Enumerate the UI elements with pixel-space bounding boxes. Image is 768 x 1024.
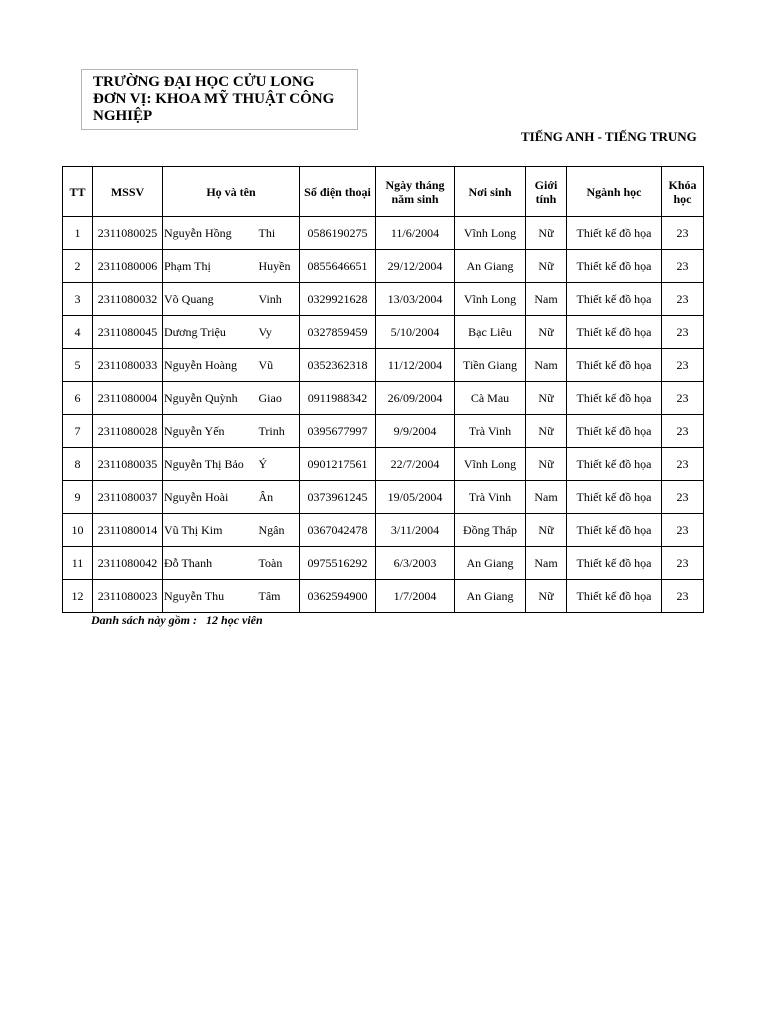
cell-first-name: Nguyễn Thị Bảo [163,448,258,481]
cell-mssv: 2311080045 [93,316,163,349]
header-gender [526,167,567,217]
cell-dob: 22/7/2004 [376,448,455,481]
table-row [63,382,704,415]
cell-mssv: 2311080033 [93,349,163,382]
table-row [63,580,704,613]
cell-first-name: Vũ Thị Kim [163,514,258,547]
cell-mssv: 2311080028 [93,415,163,448]
cell-tt: 11 [63,547,93,580]
cell-dob: 26/09/2004 [376,382,455,415]
cell-gender: Nữ [526,382,567,415]
cell-major: Thiết kế đồ họa [567,217,662,250]
cell-cohort: 23 [662,481,704,514]
cell-cohort: 23 [662,283,704,316]
cell-mssv: 2311080032 [93,283,163,316]
cell-mssv: 2311080014 [93,514,163,547]
cell-birthplace: Vĩnh Long [455,217,526,250]
cell-phone: 0911988342 [300,382,376,415]
cell-dob: 19/05/2004 [376,481,455,514]
cell-last-name: Vũ [258,349,300,382]
cell-mssv: 2311080025 [93,217,163,250]
cell-cohort: 23 [662,547,704,580]
cell-first-name: Đỗ Thanh [163,547,258,580]
cell-cohort: 23 [662,514,704,547]
table-row [63,415,704,448]
header-cohort-line2: học [673,191,692,206]
cell-cohort: 23 [662,217,704,250]
header-cohort-line1: Khóa [668,177,697,192]
cell-mssv: 2311080006 [93,250,163,283]
cell-birthplace: Bạc Liêu [455,316,526,349]
cell-gender: Nam [526,547,567,580]
cell-last-name: Vinh [258,283,300,316]
cell-last-name: Toàn [258,547,300,580]
cell-first-name: Nguyễn Thu [163,580,258,613]
cell-dob: 11/6/2004 [376,217,455,250]
cell-cohort: 23 [662,382,704,415]
cell-last-name: Trinh [258,415,300,448]
cell-mssv: 2311080037 [93,481,163,514]
cell-major: Thiết kế đồ họa [567,250,662,283]
table-row [63,250,704,283]
cell-first-name: Nguyễn Hoàng [163,349,258,382]
cell-cohort: 23 [662,448,704,481]
cell-last-name: Thi [258,217,300,250]
cell-dob: 29/12/2004 [376,250,455,283]
cell-tt: 2 [63,250,93,283]
table-row [63,481,704,514]
department-line-cont: NGHIỆP [93,108,153,124]
cell-phone: 0367042478 [300,514,376,547]
cell-tt: 1 [63,217,93,250]
cell-dob: 6/3/2003 [376,547,455,580]
cell-major: Thiết kế đồ họa [567,547,662,580]
cell-birthplace: An Giang [455,547,526,580]
university-name: TRƯỜNG ĐẠI HỌC CỬU LONG [93,74,315,90]
cell-cohort: 23 [662,415,704,448]
cell-cohort: 23 [662,580,704,613]
cell-phone: 0352362318 [300,349,376,382]
cell-first-name: Nguyễn Hoài [163,481,258,514]
cell-tt: 6 [63,382,93,415]
header-name: Họ và tên [163,167,300,217]
header-cohort [662,167,704,217]
cell-dob: 1/7/2004 [376,580,455,613]
cell-cohort: 23 [662,349,704,382]
cell-birthplace: Cà Mau [455,382,526,415]
cell-last-name: Ý [258,448,300,481]
cell-phone: 0975516292 [300,547,376,580]
cell-tt: 5 [63,349,93,382]
cell-last-name: Tâm [258,580,300,613]
cell-phone: 0373961245 [300,481,376,514]
cell-first-name: Nguyễn Yến [163,415,258,448]
table-row [63,448,704,481]
summary-label: Danh sách này gồm : [91,613,198,627]
cell-major: Thiết kế đồ họa [567,283,662,316]
cell-gender: Nữ [526,415,567,448]
cell-first-name: Phạm Thị [163,250,258,283]
cell-mssv: 2311080023 [93,580,163,613]
header-mssv: MSSV [93,167,163,217]
cell-major: Thiết kế đồ họa [567,580,662,613]
cell-last-name: Ngân [258,514,300,547]
cell-tt: 4 [63,316,93,349]
cell-tt: 7 [63,415,93,448]
cell-major: Thiết kế đồ họa [567,415,662,448]
cell-dob: 5/10/2004 [376,316,455,349]
student-roster-table [62,166,704,613]
table-row [63,283,704,316]
cell-phone: 0395677997 [300,415,376,448]
summary-count: 12 học viên [206,613,263,627]
table-row [63,316,704,349]
cell-cohort: 23 [662,316,704,349]
header-major: Ngành học [567,167,662,217]
cell-dob: 9/9/2004 [376,415,455,448]
cell-first-name: Võ Quang [163,283,258,316]
cell-major: Thiết kế đồ họa [567,382,662,415]
cell-gender: Nam [526,481,567,514]
cell-last-name: Vy [258,316,300,349]
cell-phone: 0901217561 [300,448,376,481]
subject-title: TIẾNG ANH - TIẾNG TRUNG [521,129,697,144]
cell-major: Thiết kế đồ họa [567,448,662,481]
cell-phone: 0329921628 [300,283,376,316]
cell-birthplace: Trà Vinh [455,481,526,514]
header-birthplace: Nơi sinh [455,167,526,217]
department-line: ĐƠN VỊ: KHOA MỸ THUẬT CÔNG [93,91,335,107]
cell-dob: 3/11/2004 [376,514,455,547]
cell-dob: 11/12/2004 [376,349,455,382]
cell-major: Thiết kế đồ họa [567,349,662,382]
cell-tt: 8 [63,448,93,481]
header-dob-line1: Ngày tháng [385,177,445,192]
table-body [63,217,704,613]
table-row [63,349,704,382]
cell-birthplace: Vĩnh Long [455,283,526,316]
summary-footer [91,613,263,628]
cell-cohort: 23 [662,250,704,283]
cell-phone: 0327859459 [300,316,376,349]
cell-gender: Nữ [526,514,567,547]
cell-tt: 9 [63,481,93,514]
header-tt: TT [63,167,93,217]
cell-major: Thiết kế đồ họa [567,481,662,514]
cell-birthplace: Vĩnh Long [455,448,526,481]
cell-phone: 0855646651 [300,250,376,283]
cell-tt: 12 [63,580,93,613]
cell-first-name: Dương Triệu [163,316,258,349]
cell-birthplace: An Giang [455,580,526,613]
cell-birthplace: Đồng Tháp [455,514,526,547]
cell-tt: 10 [63,514,93,547]
cell-major: Thiết kế đồ họa [567,514,662,547]
cell-phone: 0586190275 [300,217,376,250]
table-header-row [63,167,704,217]
cell-gender: Nữ [526,250,567,283]
cell-tt: 3 [63,283,93,316]
cell-mssv: 2311080004 [93,382,163,415]
cell-dob: 13/03/2004 [376,283,455,316]
header-gender-line2: tính [535,191,557,206]
cell-mssv: 2311080042 [93,547,163,580]
cell-gender: Nữ [526,580,567,613]
table-row [63,514,704,547]
cell-gender: Nam [526,283,567,316]
table-row [63,217,704,250]
institution-header [81,69,358,130]
table-row [63,547,704,580]
cell-birthplace: An Giang [455,250,526,283]
header-dob [376,167,455,217]
cell-gender: Nữ [526,448,567,481]
cell-first-name: Nguyễn Hồng [163,217,258,250]
cell-first-name: Nguyễn Quỳnh [163,382,258,415]
header-gender-line1: Giới [534,177,558,192]
cell-gender: Nữ [526,217,567,250]
cell-gender: Nam [526,349,567,382]
cell-birthplace: Trà Vinh [455,415,526,448]
cell-gender: Nữ [526,316,567,349]
cell-birthplace: Tiền Giang [455,349,526,382]
cell-last-name: Giao [258,382,300,415]
header-phone: Số điện thoại [300,167,376,217]
header-dob-line2: năm sinh [391,191,439,206]
cell-major: Thiết kế đồ họa [567,316,662,349]
cell-last-name: Ân [258,481,300,514]
cell-last-name: Huyền [258,250,300,283]
cell-phone: 0362594900 [300,580,376,613]
cell-mssv: 2311080035 [93,448,163,481]
